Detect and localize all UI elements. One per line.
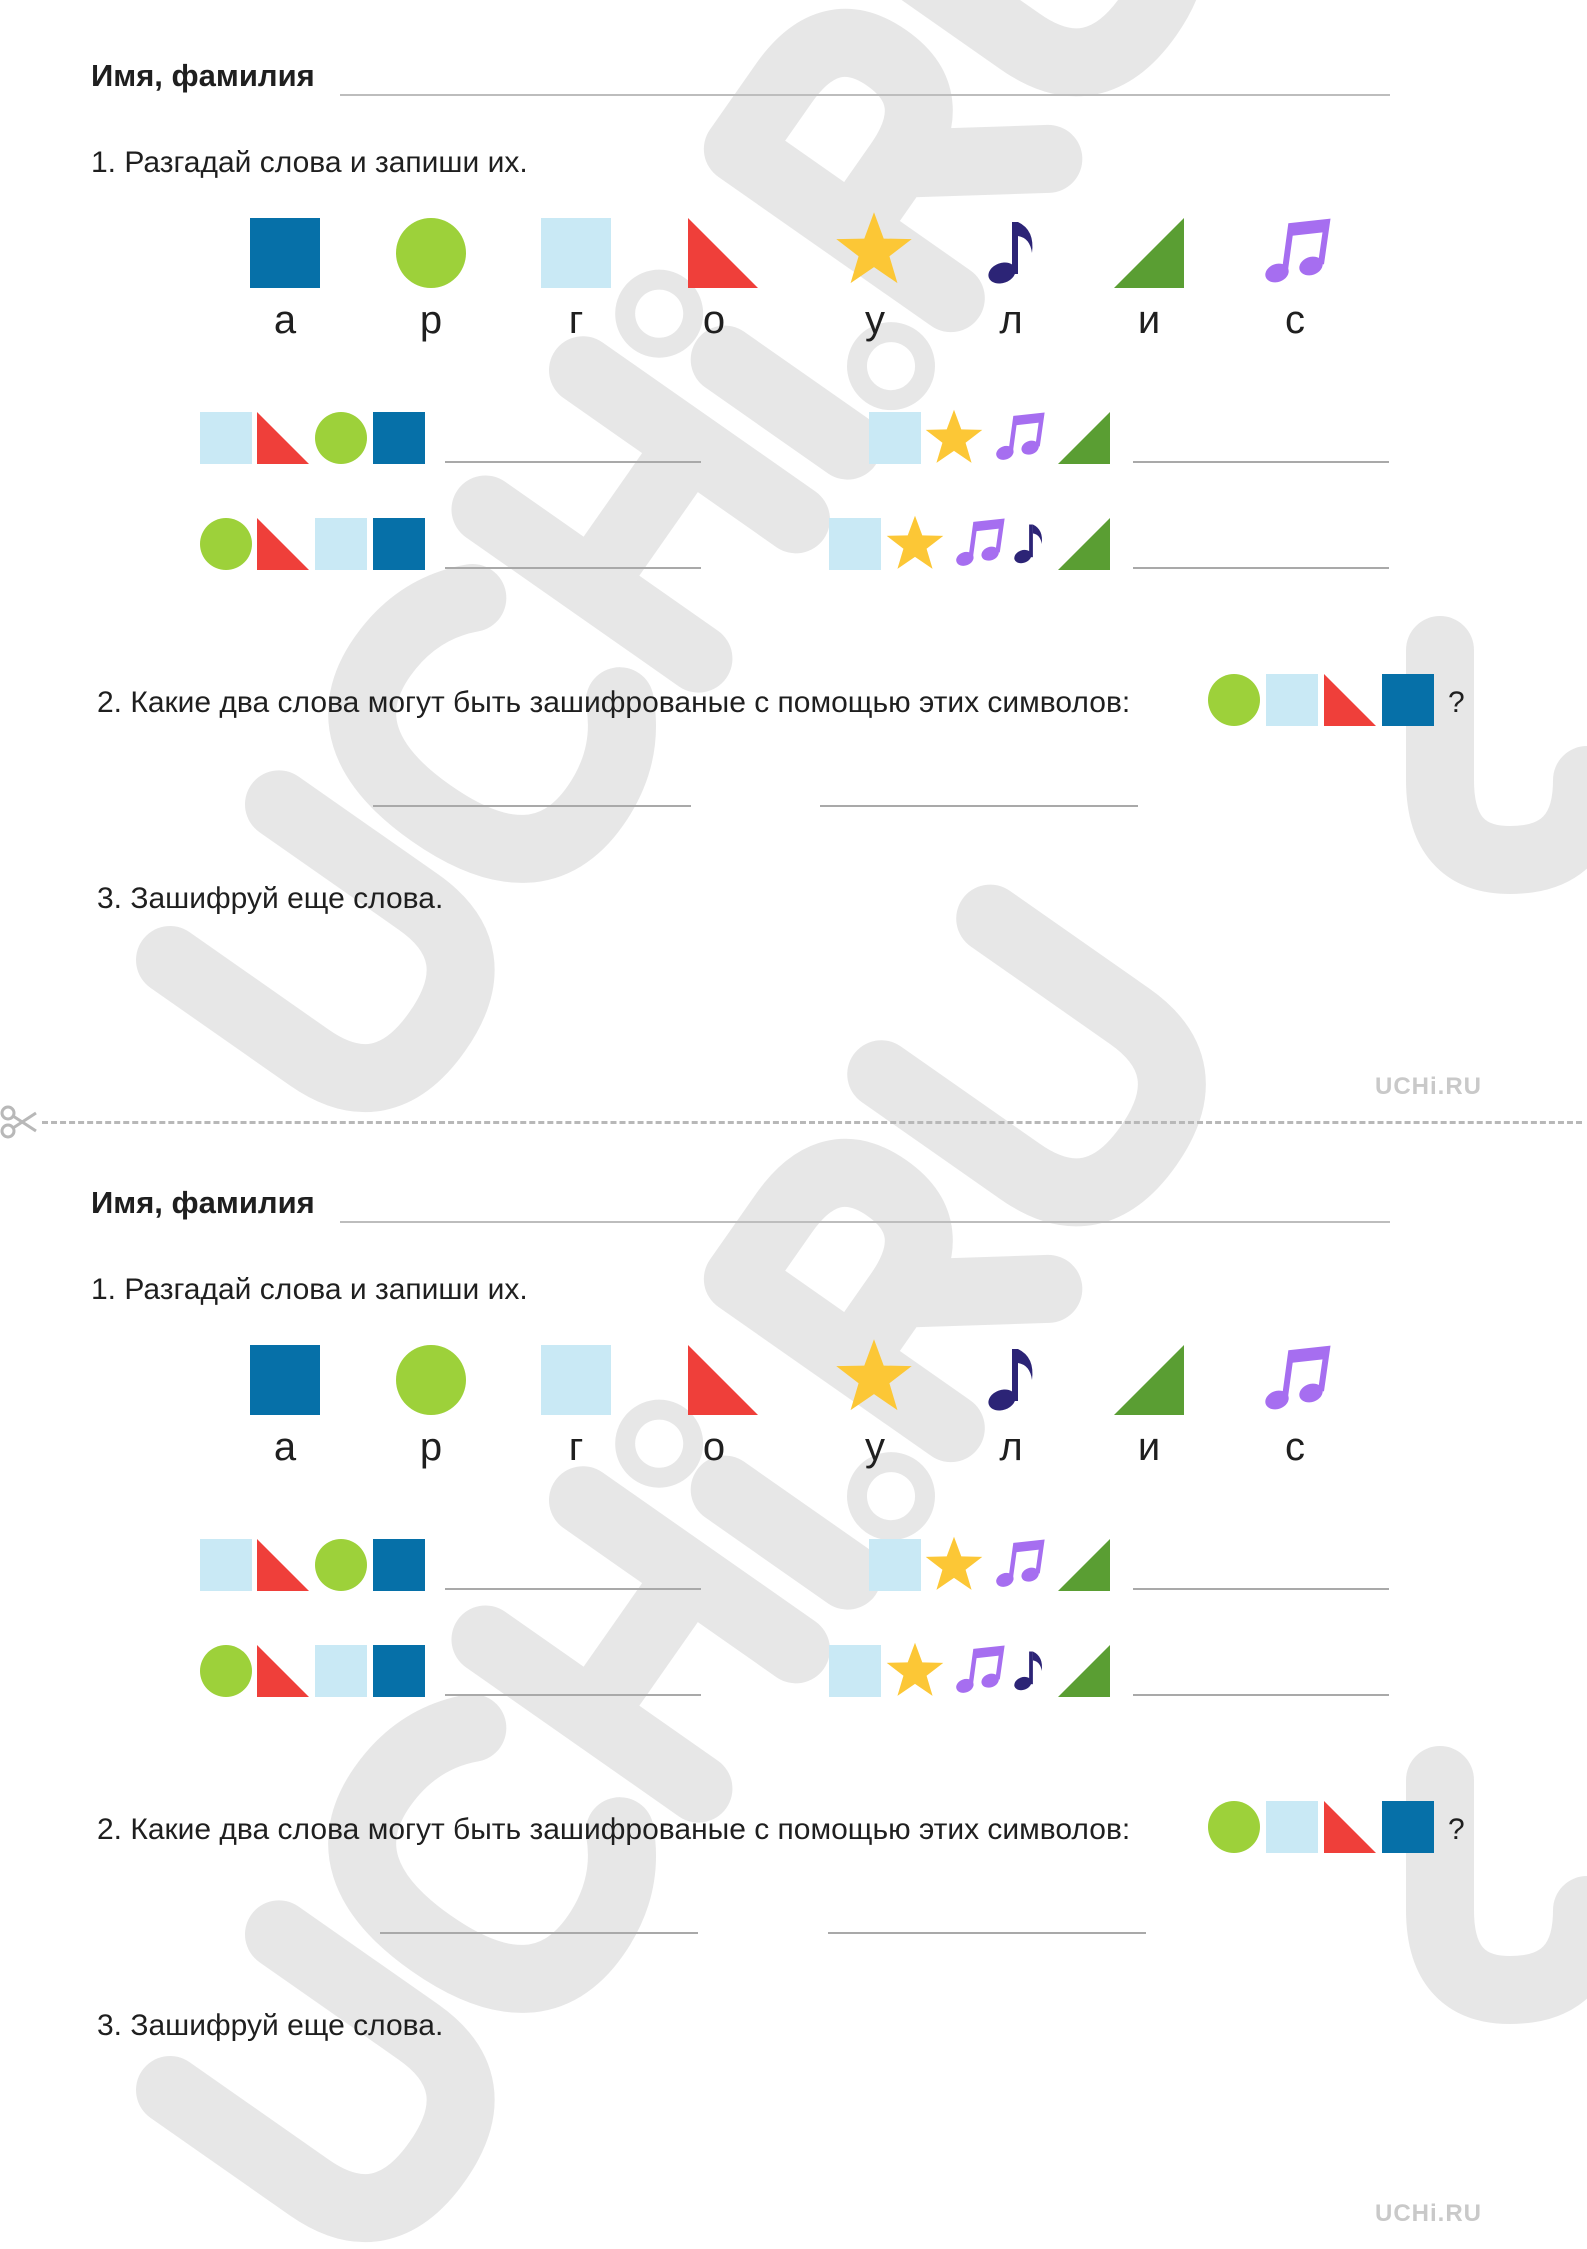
legend-letter: а [273, 1425, 297, 1469]
dark-blue-square-icon [250, 218, 320, 288]
light-blue-square-icon [869, 1539, 921, 1591]
purple-double-note-icon [1258, 1345, 1334, 1415]
light-blue-square-icon [829, 1645, 881, 1697]
task2-question-mark: ? [1448, 1813, 1465, 1846]
answer-line[interactable] [1133, 461, 1389, 463]
navy-music-note-icon [980, 218, 1050, 288]
brand-logo-text: UCHi.RU [1375, 1073, 1482, 1100]
green-circle-icon [200, 1645, 252, 1697]
red-triangle-icon [257, 1645, 309, 1697]
legend-letter: у [865, 1425, 885, 1469]
legend-letter: с [1285, 1425, 1305, 1469]
legend-letter: с [1285, 298, 1305, 342]
name-line[interactable] [340, 94, 1390, 96]
answer-line[interactable] [445, 567, 701, 569]
green-circle-icon [200, 518, 252, 570]
legend-letter: а [273, 298, 297, 342]
legend-letter: л [999, 1425, 1023, 1469]
light-blue-square-icon [541, 218, 611, 288]
yellow-star-icon [834, 210, 914, 290]
brand-logo-text: UCHi.RU [1375, 2200, 1482, 2227]
light-blue-square-icon [1266, 1801, 1318, 1853]
dark-blue-square-icon [1382, 674, 1434, 726]
legend-letter: р [419, 1425, 443, 1469]
task1-text: 1. Разгадай слова и запиши их. [91, 146, 528, 179]
task3-text: 3. Зашифруй еще слова. [97, 882, 444, 915]
green-circle-icon [315, 412, 367, 464]
dark-blue-square-icon [250, 1345, 320, 1415]
legend-letter: и [1137, 298, 1161, 342]
task2-text: 2. Какие два слова могут быть зашифрованые с помощью этих символов: [97, 686, 1131, 719]
green-circle-icon [396, 1345, 466, 1415]
legend-letter: г [568, 1425, 584, 1469]
green-triangle-icon [1114, 1345, 1184, 1415]
red-triangle-icon [688, 1345, 758, 1415]
purple-double-note-icon [991, 412, 1047, 464]
purple-double-note-icon [991, 1539, 1047, 1591]
answer-line[interactable] [820, 805, 1138, 807]
green-circle-icon [1208, 674, 1260, 726]
red-triangle-icon [257, 412, 309, 464]
navy-music-note-icon [1009, 1645, 1053, 1697]
answer-line[interactable] [828, 1932, 1146, 1934]
legend-letter: г [568, 298, 584, 342]
yellow-star-icon [834, 1337, 914, 1417]
yellow-star-icon [885, 514, 945, 574]
dark-blue-square-icon [1382, 1801, 1434, 1853]
green-triangle-icon [1058, 1539, 1110, 1591]
answer-line[interactable] [380, 1932, 698, 1934]
answer-line[interactable] [1133, 1694, 1389, 1696]
red-triangle-icon [1324, 674, 1376, 726]
legend-letter: о [702, 1425, 726, 1469]
yellow-star-icon [924, 1535, 984, 1595]
yellow-star-icon [924, 408, 984, 468]
dark-blue-square-icon [373, 518, 425, 570]
red-triangle-icon [1324, 1801, 1376, 1853]
dark-blue-square-icon [373, 1539, 425, 1591]
green-triangle-icon [1058, 412, 1110, 464]
name-label: Имя, фамилия [91, 1185, 315, 1220]
green-triangle-icon [1114, 218, 1184, 288]
red-triangle-icon [688, 218, 758, 288]
light-blue-square-icon [829, 518, 881, 570]
legend-letter: л [999, 298, 1023, 342]
light-blue-square-icon [200, 1539, 252, 1591]
name-line[interactable] [340, 1221, 1390, 1223]
green-circle-icon [396, 218, 466, 288]
red-triangle-icon [257, 518, 309, 570]
yellow-star-icon [885, 1641, 945, 1701]
task2-question-mark: ? [1448, 686, 1465, 719]
legend-letter: о [702, 298, 726, 342]
worksheet-bottom [0, 1127, 1587, 2249]
green-circle-icon [315, 1539, 367, 1591]
red-triangle-icon [257, 1539, 309, 1591]
navy-music-note-icon [980, 1345, 1050, 1415]
light-blue-square-icon [315, 1645, 367, 1697]
light-blue-square-icon [315, 518, 367, 570]
name-label: Имя, фамилия [91, 58, 315, 93]
task2-text: 2. Какие два слова могут быть зашифрованые с помощью этих символов: [97, 1813, 1131, 1846]
green-circle-icon [1208, 1801, 1260, 1853]
answer-line[interactable] [445, 1694, 701, 1696]
legend-letter: у [865, 298, 885, 342]
light-blue-square-icon [200, 412, 252, 464]
answer-line[interactable] [1133, 567, 1389, 569]
worksheet-top [0, 0, 1587, 1122]
dark-blue-square-icon [373, 412, 425, 464]
answer-line[interactable] [373, 805, 691, 807]
light-blue-square-icon [1266, 674, 1318, 726]
task3-text: 3. Зашифруй еще слова. [97, 2009, 444, 2042]
dark-blue-square-icon [373, 1645, 425, 1697]
answer-line[interactable] [445, 1588, 701, 1590]
answer-line[interactable] [445, 461, 701, 463]
answer-line[interactable] [1133, 1588, 1389, 1590]
cut-line [42, 1121, 1582, 1124]
purple-double-note-icon [951, 518, 1007, 570]
task1-text: 1. Разгадай слова и запиши их. [91, 1273, 528, 1306]
navy-music-note-icon [1009, 518, 1053, 570]
legend-letter: р [419, 298, 443, 342]
light-blue-square-icon [869, 412, 921, 464]
green-triangle-icon [1058, 1645, 1110, 1697]
purple-double-note-icon [951, 1645, 1007, 1697]
purple-double-note-icon [1258, 218, 1334, 288]
light-blue-square-icon [541, 1345, 611, 1415]
legend-letter: и [1137, 1425, 1161, 1469]
green-triangle-icon [1058, 518, 1110, 570]
